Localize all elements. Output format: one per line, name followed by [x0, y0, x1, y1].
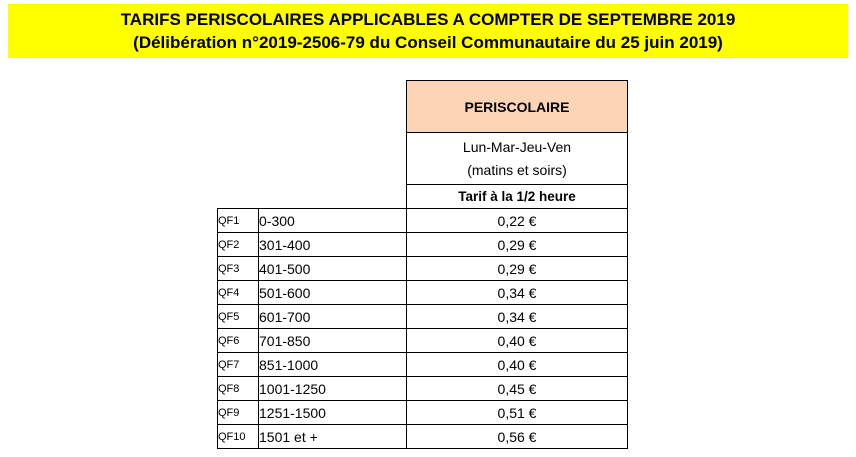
qf-cell: QF10: [218, 425, 259, 449]
price-cell: 0,34 €: [407, 281, 628, 305]
blank-cell: [259, 81, 407, 133]
price-cell: 0,29 €: [407, 257, 628, 281]
title-banner: [8, 4, 848, 58]
times-label: (matins et soirs): [467, 161, 567, 178]
table-row: [218, 377, 628, 401]
income-range-cell: 1001-1250: [259, 377, 407, 401]
price-cell: 0,51 €: [407, 401, 628, 425]
income-range-cell: 1501 et +: [259, 425, 407, 449]
blank-cell: [259, 133, 407, 185]
unit-label: Tarif à la 1/2 heure: [407, 185, 628, 209]
price-cell: 0,45 €: [407, 377, 628, 401]
blank-cell: [218, 81, 259, 133]
income-range-cell: 501-600: [259, 281, 407, 305]
income-range-cell: 701-850: [259, 329, 407, 353]
table-row: [218, 257, 628, 281]
blank-cell: [218, 133, 259, 185]
income-range-cell: 0-300: [259, 209, 407, 233]
price-cell: 0,29 €: [407, 233, 628, 257]
table-row: [218, 233, 628, 257]
days-label: Lun-Mar-Jeu-Ven: [462, 138, 572, 155]
unit-row: [218, 185, 628, 209]
blank-cell: [218, 185, 259, 209]
page-title: TARIFS PERISCOLAIRES APPLICABLES A COMPTER DE SEPTEMBRE 2019: [120, 10, 736, 29]
table-row: [218, 209, 628, 233]
price-cell: 0,56 €: [407, 425, 628, 449]
qf-cell: QF1: [218, 209, 259, 233]
income-range-cell: 851-1000: [259, 353, 407, 377]
qf-cell: QF5: [218, 305, 259, 329]
qf-cell: QF2: [218, 233, 259, 257]
table-row: [218, 425, 628, 449]
days-cell: [407, 133, 628, 185]
price-cell: 0,40 €: [407, 353, 628, 377]
table-row: [218, 281, 628, 305]
table-row: [218, 353, 628, 377]
qf-cell: QF4: [218, 281, 259, 305]
qf-cell: QF3: [218, 257, 259, 281]
days-row: [218, 133, 628, 185]
tariff-table: [217, 80, 628, 449]
page-subtitle: (Délibération n°2019-2506-79 du Conseil Communautaire du 25 juin 2019): [133, 33, 723, 52]
table-row: [218, 329, 628, 353]
qf-cell: QF6: [218, 329, 259, 353]
qf-cell: QF8: [218, 377, 259, 401]
income-range-cell: 601-700: [259, 305, 407, 329]
income-range-cell: 1251-1500: [259, 401, 407, 425]
blank-cell: [259, 185, 407, 209]
income-range-cell: 401-500: [259, 257, 407, 281]
header-row: [218, 81, 628, 133]
qf-cell: QF9: [218, 401, 259, 425]
table-row: [218, 305, 628, 329]
price-cell: 0,40 €: [407, 329, 628, 353]
price-cell: 0,22 €: [407, 209, 628, 233]
price-cell: 0,34 €: [407, 305, 628, 329]
income-range-cell: 301-400: [259, 233, 407, 257]
periscolaire-header: PERISCOLAIRE: [407, 81, 628, 133]
tariff-table-body: [218, 81, 628, 449]
qf-cell: QF7: [218, 353, 259, 377]
table-row: [218, 401, 628, 425]
